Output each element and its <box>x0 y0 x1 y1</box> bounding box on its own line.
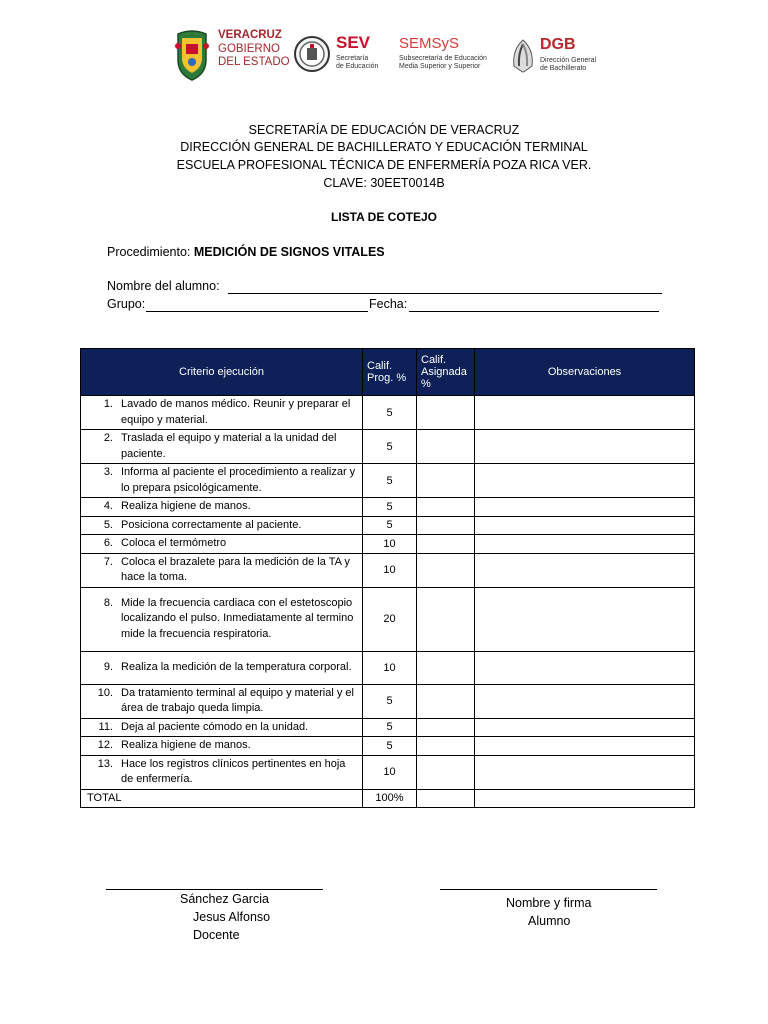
student-name-label: Nombre del alumno: <box>107 279 220 293</box>
teacher-role: Docente <box>193 928 240 942</box>
total-label: TOTAL <box>81 789 363 808</box>
row-criterion: Realiza la medición de la temperatura corporal. <box>121 660 352 673</box>
table-row <box>81 718 695 737</box>
table-row <box>81 396 695 430</box>
row-prog: 20 <box>363 587 417 651</box>
table-body <box>81 396 695 808</box>
procedure-label: Procedimiento: <box>107 245 191 259</box>
row-observaciones-cell[interactable] <box>475 587 695 651</box>
header-line4: CLAVE: 30EET0014B <box>323 176 445 190</box>
total-value: 100% <box>363 789 417 808</box>
row-number: 2. <box>103 432 113 444</box>
row-asignada-cell[interactable] <box>417 651 475 684</box>
procedure-field <box>107 245 385 259</box>
student-role: Alumno <box>528 914 571 928</box>
row-asignada-cell[interactable] <box>417 587 475 651</box>
table-row <box>81 430 695 464</box>
semsys-line2: Media Superior y Superior <box>399 63 481 70</box>
student-name-field[interactable] <box>228 293 662 294</box>
veracruz-line1: VERACRUZ <box>218 29 282 41</box>
row-asignada-cell[interactable] <box>417 553 475 587</box>
sev-seal-icon <box>292 26 332 82</box>
row-number: 7. <box>103 555 113 568</box>
row-asignada-cell[interactable] <box>417 516 475 535</box>
row-criterion: Da tratamiento terminal al equipo y material y el área de trabajo queda limpia. <box>121 686 354 714</box>
row-prog: 10 <box>363 553 417 587</box>
row-prog: 5 <box>363 498 417 517</box>
row-prog: 5 <box>363 464 417 498</box>
row-prog: 5 <box>363 737 417 756</box>
row-asignada-cell[interactable] <box>417 718 475 737</box>
row-asignada-cell[interactable] <box>417 737 475 756</box>
row-observaciones-cell[interactable] <box>475 516 695 535</box>
row-observaciones-cell[interactable] <box>475 535 695 554</box>
row-number: 6. <box>103 537 113 549</box>
row-prog: 10 <box>363 535 417 554</box>
row-criterion: Deja al paciente cómodo en la unidad. <box>121 720 309 733</box>
row-asignada-cell[interactable] <box>417 535 475 554</box>
row-criterion: Traslada el equipo y material a la unidad del paciente. <box>121 432 337 460</box>
row-observaciones-cell[interactable] <box>475 737 695 756</box>
row-criterion: Realiza higiene de manos. <box>121 500 251 512</box>
teacher-surname: Sánchez Garcia <box>180 892 269 906</box>
logo-row <box>168 26 618 82</box>
row-criterion: Mide la frecuencia cardiaca con el estetoscopio localizando el pulso. Inmediatamente al termino mide la frecuencia respiratoria. <box>121 596 354 640</box>
table-row <box>81 516 695 535</box>
row-criterion: Hace los registros clínicos pertinentes en hoja de enfermería. <box>121 757 346 785</box>
row-observaciones-cell[interactable] <box>475 396 695 430</box>
row-observaciones-cell[interactable] <box>475 718 695 737</box>
row-prog: 5 <box>363 396 417 430</box>
table-row <box>81 737 695 756</box>
veracruz-line3: DEL ESTADO <box>218 56 290 68</box>
procedure-value: MEDICIÓN DE SIGNOS VITALES <box>193 245 385 259</box>
table-row <box>81 684 695 718</box>
row-prog: 10 <box>363 755 417 789</box>
row-number: 4. <box>103 500 113 512</box>
row-criterion: Coloca el brazalete para la medición de la TA y hace la toma. <box>121 555 350 583</box>
date-field[interactable] <box>409 311 659 312</box>
header-observaciones: Observaciones <box>475 349 695 396</box>
total-asignada-cell[interactable] <box>417 789 475 808</box>
row-observaciones-cell[interactable] <box>475 684 695 718</box>
table-header-row <box>81 349 695 396</box>
table-total-row <box>81 789 695 808</box>
checklist-table <box>80 348 695 808</box>
header-asignada: Calif. Asignada % <box>417 349 475 396</box>
semsys-name: SEMSyS <box>399 35 460 52</box>
table-row <box>81 755 695 789</box>
header-line3: ESCUELA PROFESIONAL TÉCNICA DE ENFERMERÍA POZA RICA VER. <box>176 158 592 172</box>
row-observaciones-cell[interactable] <box>475 430 695 464</box>
row-number: 8. <box>103 596 113 609</box>
document-title: LISTA DE COTEJO <box>330 210 437 224</box>
row-prog: 5 <box>363 718 417 737</box>
row-criterion: Informa al paciente el procedimiento a realizar y lo prepara psicológicamente. <box>121 466 356 494</box>
header-line1: SECRETARÍA DE EDUCACIÓN DE VERACRUZ <box>248 123 520 137</box>
row-asignada-cell[interactable] <box>417 755 475 789</box>
row-number: 5. <box>103 518 113 531</box>
row-observaciones-cell[interactable] <box>475 651 695 684</box>
table-row <box>81 553 695 587</box>
dgb-line1: Dirección General <box>540 57 597 64</box>
row-asignada-cell[interactable] <box>417 430 475 464</box>
dgb-emblem-icon <box>508 26 538 82</box>
row-criterion: Posiciona correctamente al paciente. <box>121 518 302 531</box>
header-criterio: Criterio ejecución <box>81 349 363 396</box>
row-number: 3. <box>103 466 113 478</box>
student-signature-line[interactable] <box>440 889 657 890</box>
veracruz-line2: GOBIERNO <box>218 43 280 55</box>
dgb-name: DGB <box>540 36 576 53</box>
header-line2: DIRECCIÓN GENERAL DE BACHILLERATO Y EDUCACIÓN TERMINAL <box>180 140 588 154</box>
row-asignada-cell[interactable] <box>417 464 475 498</box>
row-number: 1. <box>103 398 113 410</box>
row-number: 11. <box>98 720 113 733</box>
group-field[interactable] <box>146 311 368 312</box>
row-criterion: Realiza higiene de manos. <box>121 739 251 751</box>
sev-line1: Secretaría <box>336 55 369 62</box>
student-signature-caption: Nombre y firma <box>506 896 592 910</box>
table-row <box>81 587 695 651</box>
row-criterion: Coloca el termómetro <box>121 537 227 549</box>
table-row <box>81 464 695 498</box>
teacher-name: Jesus Alfonso <box>193 910 271 924</box>
date-label: Fecha: <box>369 297 408 311</box>
row-number: 10. <box>97 686 113 699</box>
row-observaciones-cell[interactable] <box>475 464 695 498</box>
row-number: 9. <box>103 660 113 673</box>
row-prog: 5 <box>363 430 417 464</box>
row-observaciones-cell[interactable] <box>475 498 695 517</box>
row-observaciones-cell[interactable] <box>475 755 695 789</box>
header-prog: Calif. Prog. % <box>363 349 417 396</box>
total-observaciones-cell[interactable] <box>475 789 695 808</box>
row-criterion: Lavado de manos médico. Reunir y preparar el equipo y material. <box>121 398 351 426</box>
row-prog: 5 <box>363 684 417 718</box>
semsys-line1: Subsecretaría de Educación <box>399 55 487 62</box>
row-asignada-cell[interactable] <box>417 684 475 718</box>
table-row <box>81 651 695 684</box>
row-asignada-cell[interactable] <box>417 396 475 430</box>
row-number: 13. <box>97 757 113 770</box>
table-row <box>81 498 695 517</box>
table-row <box>81 535 695 554</box>
row-number: 12. <box>97 739 113 751</box>
row-prog: 10 <box>363 651 417 684</box>
sev-line2: de Educación <box>336 63 379 70</box>
row-asignada-cell[interactable] <box>417 498 475 517</box>
veracruz-coat-of-arms-icon <box>172 26 212 82</box>
row-observaciones-cell[interactable] <box>475 553 695 587</box>
teacher-signature-line[interactable] <box>106 889 323 890</box>
sev-name: SEV <box>336 33 371 52</box>
group-label: Grupo: <box>107 297 146 311</box>
dgb-line2: de Bachillerato <box>540 65 587 72</box>
row-prog: 5 <box>363 516 417 535</box>
